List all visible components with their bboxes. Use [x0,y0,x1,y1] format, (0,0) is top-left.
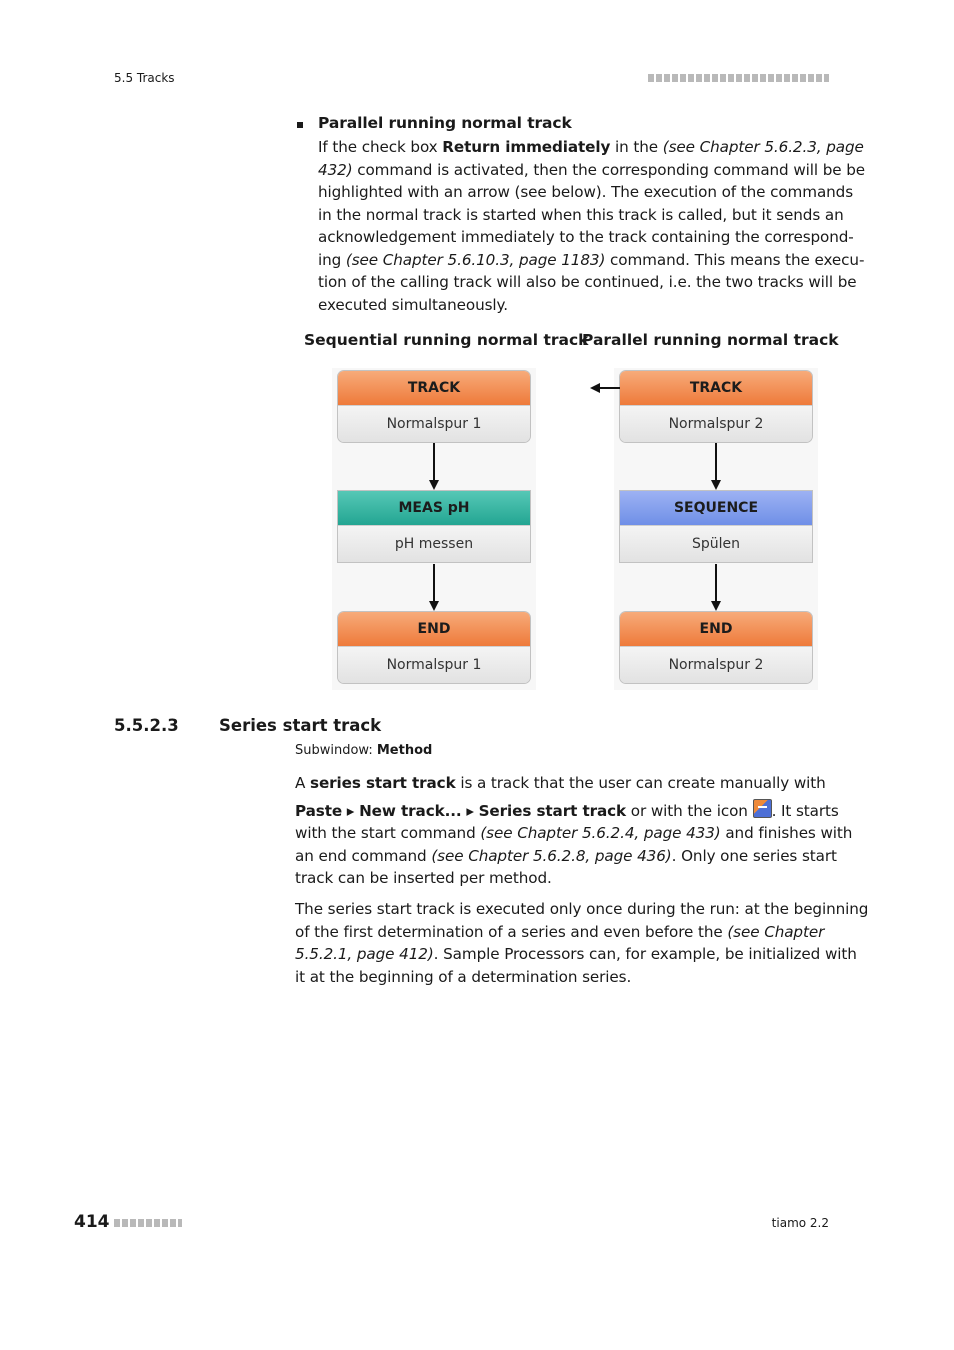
text-line [295,921,835,944]
text-run: The series start track is executed only once during the run: at the beginning [295,900,869,918]
left-arrow-2-line [433,564,435,602]
bold-run: series start track [310,774,456,792]
right-end-head: END [620,612,812,646]
bullet-body [318,136,866,316]
reference-link[interactable]: 5.5.2.1, page 412) [295,945,434,963]
text-run: tion of the calling track will also be continued, i.e. the two tracks will be [318,273,857,291]
right-end-box [619,611,813,684]
text-run: ▸ [342,801,360,820]
right-end-sub: Normalspur 2 [620,646,812,683]
left-track-box [337,370,531,443]
left-meas-sub: pH messen [338,525,530,562]
footer-dots-decoration [114,1219,182,1227]
return-arrow-head [590,383,600,393]
paragraph-2 [295,898,869,988]
left-meas-head: MEAS pH [338,491,530,525]
left-arrow-1-line [433,443,435,481]
text-line [295,966,835,989]
reference-link[interactable]: (see Chapter 5.6.10.3, page 1183) [345,250,606,269]
text-run: ing [318,250,346,269]
right-track-box [619,370,813,443]
footer-product: tiamo 2.2 [771,1216,829,1230]
section-title: Series start track [219,716,382,735]
subwindow-line [295,743,432,758]
text-line [295,867,835,890]
text-run: track can be inserted per method. [295,869,552,887]
right-sequence-sub: Spülen [620,525,812,562]
text-line [318,136,864,159]
text-run: with the start command [295,824,481,842]
text-run: or with the icon [626,801,753,820]
reference-link[interactable]: (see Chapter 5.6.2.4, page 433) [480,824,721,842]
left-end-head: END [338,612,530,646]
text-line [295,845,835,868]
text-run: in the [610,138,663,156]
left-arrow-2-head [429,601,439,611]
text-run: . Only one series start [671,846,837,865]
text-line [295,898,869,921]
reference-link[interactable]: (see Chapter [727,922,825,941]
series-start-track-icon [753,799,772,818]
text-line [318,249,865,272]
left-end-box [337,611,531,684]
text-line [295,772,835,795]
text-run: in the normal track is started when this track is called, but it sends an [318,205,844,224]
text-run: command is activated, then the corresponding command will be be [352,160,866,179]
return-arrow-line [598,387,620,389]
right-arrow-2-head [711,601,721,611]
text-run: and finishes with [720,824,853,842]
subwindow-value: Method [376,743,433,758]
text-line [295,822,853,845]
text-run: . It starts [771,801,839,820]
reference-link[interactable]: (see Chapter 5.6.2.3, page [662,138,864,156]
text-line [318,181,854,204]
right-track-sub: Normalspur 2 [620,405,812,442]
bold-run: New track... [359,801,462,820]
left-track-head: TRACK [338,371,530,405]
text-run: . Sample Processors can, for example, be initialized with [433,945,857,963]
diagram-left-title: Sequential running normal track [304,331,589,349]
page-number: 414 [74,1212,110,1232]
right-track-head: TRACK [620,371,812,405]
text-run: an end command [295,846,432,865]
right-sequence-head: SEQUENCE [620,491,812,525]
text-run: acknowledgement immediately to the track containing the correspond- [318,228,854,246]
text-run: highlighted with an arrow (see below). The execution of the commands [318,183,854,201]
left-end-sub: Normalspur 1 [338,646,530,683]
bullet-icon [297,122,303,128]
paragraph-1 [295,772,853,890]
bold-run: Return immediately [442,138,611,156]
text-line [295,943,857,966]
header-section: 5.5 Tracks [114,71,175,85]
text-line [318,204,844,227]
text-run: of the first determination of a series and even before the [295,922,728,941]
text-line [318,294,838,317]
diagram-right-title: Parallel running normal track [582,331,839,349]
text-line [318,271,857,294]
text-line [318,159,866,182]
left-track-sub: Normalspur 1 [338,405,530,442]
text-run: it at the beginning of a determination series. [295,967,632,986]
text-run: executed simultaneously. [318,295,508,314]
bold-run: Series start track [478,801,627,820]
reference-link[interactable]: 432) [318,160,353,179]
text-run: ▸ [461,801,479,820]
text-line [295,799,839,823]
right-arrow-1-head [711,480,721,490]
left-arrow-1-head [429,480,439,490]
reference-link[interactable]: (see Chapter 5.6.2.8, page 436) [431,846,672,865]
left-meas-box [337,490,531,563]
text-line [318,226,854,249]
text-run: is a track that the user can create manually with [455,774,826,792]
text-run: If the check box [318,138,443,156]
bullet-title: Parallel running normal track [318,114,572,132]
right-arrow-2-line [715,564,717,602]
text-run: command. This means the execu- [605,250,865,269]
text-run: A [295,774,311,792]
header-dots-decoration [648,74,829,82]
bold-run: Paste [295,801,343,820]
right-arrow-1-line [715,443,717,481]
section-number: 5.5.2.3 [114,716,179,735]
subwindow-label: Subwindow: [295,743,377,758]
right-sequence-box [619,490,813,563]
